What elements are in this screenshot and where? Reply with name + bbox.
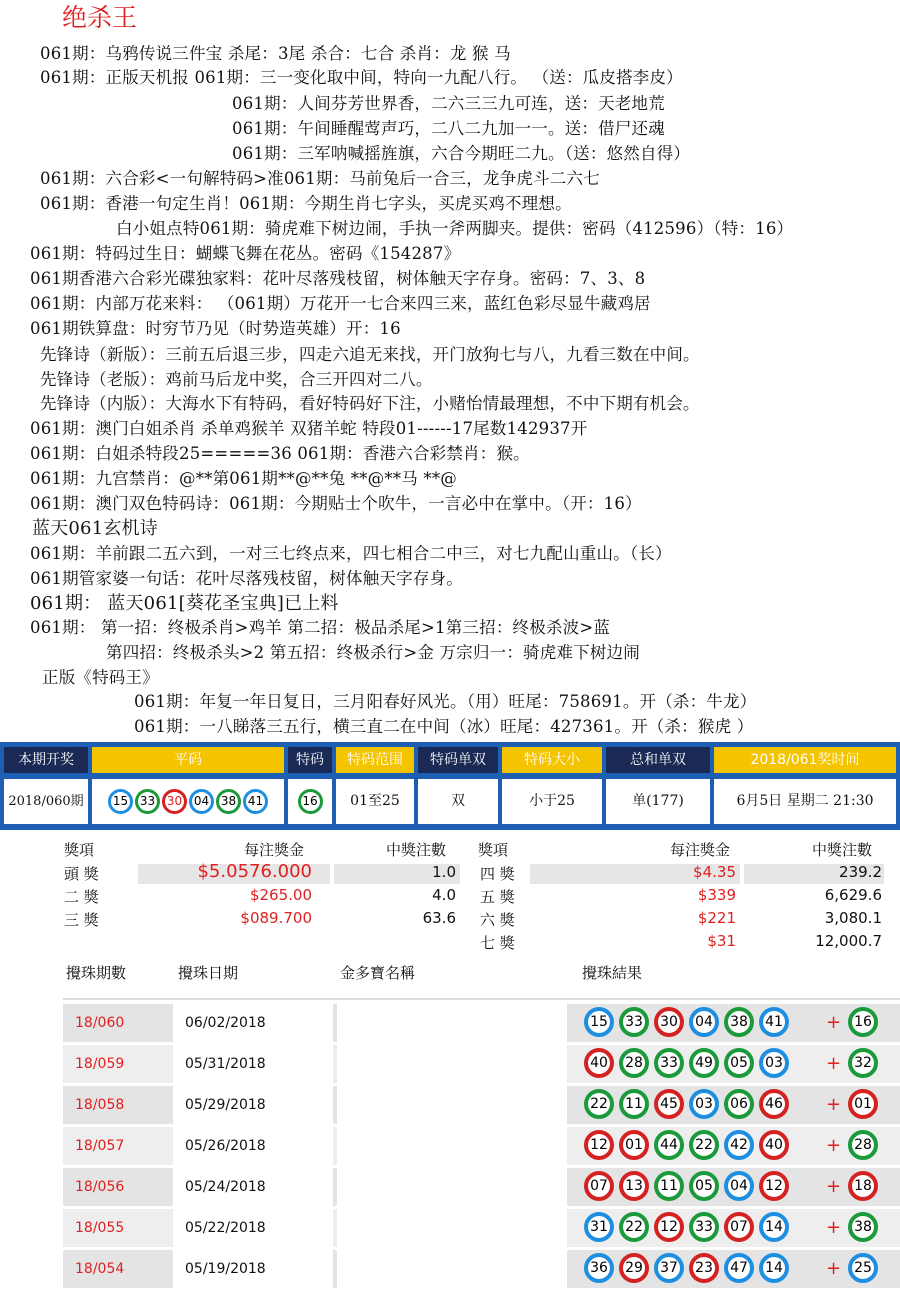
prize-amount: $221 xyxy=(697,909,736,927)
special-ball: 18 xyxy=(848,1171,878,1201)
text-line: 061期：特码过生日：蝴蝶飞舞在花丛。密码《154287》 xyxy=(30,244,461,263)
plus-icon: + xyxy=(826,1135,842,1156)
header-cell: 平码 xyxy=(92,747,284,773)
row-jackpot-cell xyxy=(337,1045,567,1083)
table-row xyxy=(63,1004,900,1042)
special-ball: 38 xyxy=(848,1212,878,1242)
number-ball: 15 xyxy=(108,789,133,814)
prize-amount: $339 xyxy=(697,886,736,904)
history-header-period: 攪珠期數 xyxy=(66,964,127,982)
number-ball: 49 xyxy=(689,1048,719,1078)
header-cell: 2018/061奖时间 xyxy=(714,747,896,773)
prize-header-count: 中獎注數 xyxy=(386,841,447,859)
prize-count: 3,080.1 xyxy=(824,909,882,927)
row-date-cell xyxy=(173,1209,333,1247)
text-line: 先锋诗（新版）：三前五后退三步，四走六追无来找，开门放狗七与八，九看三数在中间。 xyxy=(40,345,700,364)
row-jackpot-cell xyxy=(337,1086,567,1124)
prize-count: 63.6 xyxy=(422,909,456,927)
text-line: 061期管家婆一句话：花叶尽落残枝留，树体触天字存身。 xyxy=(30,569,463,588)
row-jackpot-cell xyxy=(337,1250,567,1288)
text-line: 061期：九宫禁肖：@**第061期**@**兔 **@**马 **@ xyxy=(30,469,457,488)
text-line: 061期香港六合彩光碟独家料：花叶尽落残枝留，树体触天字存身。密码：7、3、8 xyxy=(30,269,646,288)
number-ball: 03 xyxy=(689,1089,719,1119)
number-ball: 46 xyxy=(759,1089,789,1119)
prize-name: 四 獎 xyxy=(480,865,515,883)
prize-header-item: 獎項 xyxy=(64,841,95,859)
text-line: 061期：羊前跟二五六到，一对三七终点来，四七相合二中三，对七九配山重山。（长） xyxy=(30,544,672,563)
number-ball: 23 xyxy=(689,1253,719,1283)
row-date: 05/24/2018 xyxy=(185,1179,266,1195)
prize-amount: $5.0576.000 xyxy=(197,861,312,882)
text-line: 白小姐点特061期：骑虎难下树边闹，手执一斧两脚夹。提供：密码（412596）（特：16） xyxy=(116,219,794,238)
number-ball: 42 xyxy=(724,1130,754,1160)
number-ball: 33 xyxy=(619,1007,649,1037)
number-ball: 13 xyxy=(619,1171,649,1201)
row-period: 18/055 xyxy=(75,1220,125,1236)
prize-header-item: 獎項 xyxy=(478,841,509,859)
number-ball: 40 xyxy=(584,1048,614,1078)
number-ball: 41 xyxy=(243,789,268,814)
plus-icon: + xyxy=(826,1012,842,1033)
prize-count: 4.0 xyxy=(432,886,456,904)
table-row xyxy=(63,1086,900,1124)
special-ball: 28 xyxy=(848,1130,878,1160)
row-date-cell xyxy=(173,1004,333,1042)
history-header-date: 攪珠日期 xyxy=(178,964,239,982)
number-ball: 01 xyxy=(619,1130,649,1160)
number-ball: 37 xyxy=(654,1253,684,1283)
text-line: 蓝天061玄机诗 xyxy=(32,518,158,539)
row-jackpot-cell xyxy=(337,1004,567,1042)
number-ball: 30 xyxy=(654,1007,684,1037)
number-ball: 04 xyxy=(189,789,214,814)
history-header-jackpot: 金多寶名稱 xyxy=(340,964,416,982)
number-ball: 22 xyxy=(584,1089,614,1119)
row-date: 05/29/2018 xyxy=(185,1097,266,1113)
row-date: 05/19/2018 xyxy=(185,1261,266,1277)
prize-header-count: 中獎注數 xyxy=(812,841,873,859)
number-ball: 12 xyxy=(584,1130,614,1160)
header-cell: 特码大小 xyxy=(502,747,602,773)
special-ball: 25 xyxy=(848,1253,878,1283)
special-ball: 16 xyxy=(848,1007,878,1037)
number-ball: 03 xyxy=(759,1048,789,1078)
header-cell: 特码 xyxy=(288,747,332,773)
number-ball: 36 xyxy=(584,1253,614,1283)
prize-name: 頭 獎 xyxy=(64,865,99,883)
header-cell: 特码单双 xyxy=(418,747,498,773)
number-ball: 28 xyxy=(619,1048,649,1078)
table-row xyxy=(63,1127,900,1165)
number-ball: 04 xyxy=(724,1171,754,1201)
number-ball: 07 xyxy=(724,1212,754,1242)
text-line: 先锋诗（老版）：鸡前马后龙中奖，合三开四对二八。 xyxy=(40,370,433,389)
prize-name: 二 獎 xyxy=(64,888,99,906)
table-row xyxy=(63,1250,900,1288)
page-title: 绝杀王 xyxy=(62,3,138,32)
row-date-cell xyxy=(173,1086,333,1124)
row-period: 18/057 xyxy=(75,1138,125,1154)
text-line: 061期：澳门双色特码诗：061期：今期贴士个吹牛，一言必中在掌中。（开：16） xyxy=(30,494,642,513)
plus-icon: + xyxy=(826,1176,842,1197)
number-ball: 11 xyxy=(619,1089,649,1119)
prize-header-amount: 每注獎金 xyxy=(244,841,305,859)
sum-odd-even-cell: 单(177) xyxy=(606,779,710,824)
prize-name: 六 獎 xyxy=(480,911,515,929)
prize-amount: $265.00 xyxy=(249,886,312,904)
row-period: 18/056 xyxy=(75,1179,125,1195)
prize-amount: $4.35 xyxy=(693,863,736,881)
plus-icon: + xyxy=(826,1217,842,1238)
number-ball: 31 xyxy=(584,1212,614,1242)
row-period: 18/059 xyxy=(75,1056,125,1072)
row-date: 06/02/2018 xyxy=(185,1015,266,1031)
number-ball: 33 xyxy=(135,789,160,814)
row-date-cell xyxy=(173,1168,333,1206)
plus-icon: + xyxy=(826,1053,842,1074)
header-cell: 本期开奖 xyxy=(4,747,88,773)
number-ball: 41 xyxy=(759,1007,789,1037)
text-line: 正版《特码王》 xyxy=(42,668,159,687)
text-line: 061期：白姐杀特段25=====36 061期：香港六合彩禁肖：猴。 xyxy=(30,444,530,463)
size-cell: 小于25 xyxy=(502,779,602,824)
plus-icon: + xyxy=(826,1094,842,1115)
header-cell: 总和单双 xyxy=(606,747,710,773)
prize-header-amount: 每注獎金 xyxy=(670,841,731,859)
text-line: 061期：六合彩<一句解特码>准061期：马前兔后一合三，龙争虎斗二六七 xyxy=(40,169,600,188)
text-line: 061期：正版天机报 061期：三一变化取中间，特向一九配八行。 （送：瓜皮搭李皮） xyxy=(40,68,683,87)
number-ball: 05 xyxy=(689,1171,719,1201)
prize-amount: $31 xyxy=(707,932,736,950)
number-ball: 15 xyxy=(584,1007,614,1037)
draw-result-table xyxy=(0,742,900,830)
period-cell: 2018/060期 xyxy=(4,779,88,824)
number-ball: 12 xyxy=(654,1212,684,1242)
draw-time-cell: 6月5日 星期二 21:30 xyxy=(714,779,896,824)
row-date-cell xyxy=(173,1045,333,1083)
number-ball: 14 xyxy=(759,1253,789,1283)
text-line: 061期：年复一年日复日，三月阳春好风光。（用）旺尾：758691。开（杀：牛龙） xyxy=(134,692,757,711)
prize-count: 1.0 xyxy=(432,863,456,881)
row-jackpot-cell xyxy=(337,1209,567,1247)
row-date-cell xyxy=(173,1250,333,1288)
number-ball: 07 xyxy=(584,1171,614,1201)
text-line: 061期：乌鸦传说三件宝 杀尾：3尾 杀合：七合 杀肖：龙 猴 马 xyxy=(40,44,511,63)
number-ball: 12 xyxy=(759,1171,789,1201)
text-line: 第四招：终极杀头>2 第五招：终极杀行>金 万宗归一：骑虎难下树边闹 xyxy=(106,643,640,662)
prize-name: 五 獎 xyxy=(480,888,515,906)
text-line: 061期：香港一句定生肖！061期：今期生肖七字头，买虎买鸡不理想。 xyxy=(40,194,572,213)
number-ball: 38 xyxy=(724,1007,754,1037)
number-ball: 38 xyxy=(216,789,241,814)
prize-count: 12,000.7 xyxy=(815,932,882,950)
special-ball: 16 xyxy=(298,789,323,814)
odd-even-cell: 双 xyxy=(418,779,498,824)
row-period: 18/060 xyxy=(75,1015,125,1031)
row-date: 05/26/2018 xyxy=(185,1138,266,1154)
text-line: 先锋诗（内版）：大海水下有特码，看好特码好下注，小赌怡情最理想，不中下期有机会。 xyxy=(40,394,700,413)
text-line: 061期： 第一招：终极杀肖>鸡羊 第二招：极品杀尾>1第三招：终极杀波>蓝 xyxy=(30,618,611,637)
table-row xyxy=(63,1209,900,1247)
number-ball: 40 xyxy=(759,1130,789,1160)
number-ball: 33 xyxy=(654,1048,684,1078)
number-ball: 22 xyxy=(689,1130,719,1160)
number-ball: 47 xyxy=(724,1253,754,1283)
row-date: 05/31/2018 xyxy=(185,1056,266,1072)
special-ball-cell xyxy=(288,779,332,824)
regular-balls-cell xyxy=(92,779,284,824)
text-line: 061期铁算盘：时穷节乃见（时势造英雄）开：16 xyxy=(30,319,401,338)
row-date: 05/22/2018 xyxy=(185,1220,266,1236)
row-jackpot-cell xyxy=(337,1127,567,1165)
text-line: 061期：澳门白姐杀肖 杀单鸡猴羊 双猪羊蛇 特段01------17尾数142937开 xyxy=(30,419,588,438)
range-cell: 01至25 xyxy=(336,779,414,824)
text-line: 061期：内部万花来料： （061期）万花开一七合来四三来，蓝红色彩尽显牛藏鸡居 xyxy=(30,294,651,313)
text-line: 061期：一八睇落三五行，横三直二在中间（冰）旺尾：427361。开（杀：猴虎 ） xyxy=(134,717,754,736)
number-ball: 44 xyxy=(654,1130,684,1160)
divider xyxy=(63,998,900,1000)
row-date-cell xyxy=(173,1127,333,1165)
number-ball: 30 xyxy=(162,789,187,814)
number-ball: 33 xyxy=(689,1212,719,1242)
number-ball: 04 xyxy=(689,1007,719,1037)
plus-icon: + xyxy=(826,1258,842,1279)
number-ball: 29 xyxy=(619,1253,649,1283)
prize-count: 6,629.6 xyxy=(824,886,882,904)
header-cell: 特码范围 xyxy=(336,747,414,773)
number-ball: 14 xyxy=(759,1212,789,1242)
prize-amount: $089.700 xyxy=(240,909,312,927)
special-ball: 01 xyxy=(848,1089,878,1119)
history-header-result: 攪珠結果 xyxy=(582,964,643,982)
row-jackpot-cell xyxy=(337,1168,567,1206)
special-ball: 32 xyxy=(848,1048,878,1078)
number-ball: 22 xyxy=(619,1212,649,1242)
number-ball: 45 xyxy=(654,1089,684,1119)
row-period: 18/054 xyxy=(75,1261,125,1277)
prize-name: 七 獎 xyxy=(480,934,515,952)
table-row xyxy=(63,1168,900,1206)
prize-name: 三 獎 xyxy=(64,911,99,929)
number-ball: 06 xyxy=(724,1089,754,1119)
table-row xyxy=(63,1045,900,1083)
number-ball: 05 xyxy=(724,1048,754,1078)
row-period: 18/058 xyxy=(75,1097,125,1113)
prize-count: 239.2 xyxy=(839,863,882,881)
text-line: 061期：三军呐喊摇旌旗，六合今期旺二九。（送：悠然自得） xyxy=(232,144,691,163)
text-line: 061期：人间芬芳世界香，二六三三九可连，送：天老地荒 xyxy=(232,94,665,113)
text-line: 061期： 蓝天061[葵花圣宝典]已上料 xyxy=(30,593,339,614)
text-line: 061期：午间睡醒莺声巧，二八二九加一一。送：借尸还魂 xyxy=(232,119,665,138)
number-ball: 11 xyxy=(654,1171,684,1201)
